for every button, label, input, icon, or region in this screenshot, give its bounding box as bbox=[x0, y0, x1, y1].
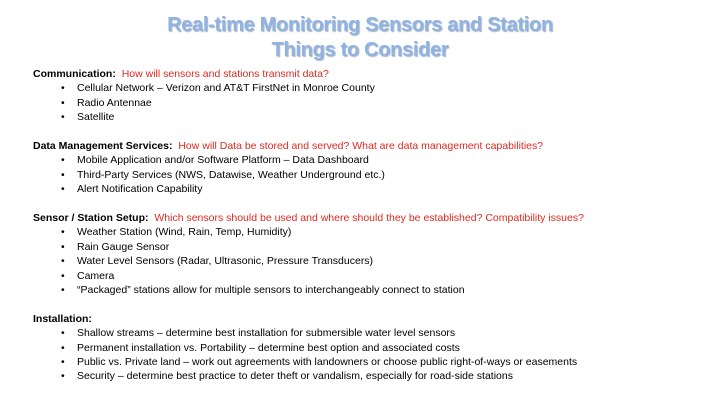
bullet-icon: • bbox=[61, 327, 65, 340]
bullet-icon: • bbox=[61, 240, 65, 253]
section-communication bbox=[33, 67, 713, 125]
bullet-text: Alert Notification Capability bbox=[77, 183, 203, 196]
section-data-management bbox=[33, 139, 713, 197]
section-question: Which sensors should be used and where should they be established? Compatibility issues? bbox=[154, 212, 584, 225]
bullet-item bbox=[33, 269, 713, 283]
bullet-item bbox=[33, 168, 713, 182]
bullet-text: Radio Antennae bbox=[77, 96, 152, 109]
slide-title: Real-time Monitoring Sensors and Station bbox=[167, 14, 553, 36]
section-question: How will Data be stored and served? What are data management capabilities? bbox=[178, 140, 544, 153]
bullet-icon: • bbox=[61, 183, 65, 196]
spacer bbox=[33, 297, 713, 311]
section-label: Sensor / Station Setup: bbox=[33, 212, 149, 225]
bullet-icon: • bbox=[61, 96, 65, 109]
bullet-item bbox=[33, 240, 713, 254]
bullet-item bbox=[33, 355, 713, 369]
bullet-item bbox=[33, 254, 713, 268]
section-heading bbox=[33, 211, 713, 225]
spacer bbox=[33, 125, 713, 139]
section-question: How will sensors and stations transmit data? bbox=[121, 68, 329, 80]
bullet-text: Camera bbox=[77, 269, 115, 282]
bullet-item bbox=[33, 283, 713, 297]
bullet-item bbox=[33, 81, 713, 95]
bullet-item bbox=[33, 96, 713, 110]
section-label: Communication: bbox=[33, 68, 116, 80]
bullet-text: Security – determine best practice to deter theft or vandalism, especially for road-side stations bbox=[77, 370, 513, 383]
section-sensor-setup bbox=[33, 211, 713, 297]
bullet-icon: • bbox=[61, 168, 65, 181]
bullet-icon: • bbox=[61, 284, 65, 297]
bullet-text: Permanent installation vs. Portability – determine best option and associated costs bbox=[77, 341, 460, 354]
section-heading bbox=[33, 67, 713, 81]
slide-body bbox=[33, 67, 713, 384]
bullet-text: Water Level Sensors (Radar, Ultrasonic, Pressure Transducers) bbox=[77, 255, 374, 268]
bullet-text: Weather Station (Wind, Rain, Temp, Humidity) bbox=[77, 226, 292, 239]
bullet-icon: • bbox=[61, 111, 65, 124]
section-label: Data Management Services: bbox=[33, 140, 173, 153]
bullet-icon: • bbox=[61, 226, 65, 239]
section-installation bbox=[33, 312, 713, 384]
bullet-item bbox=[33, 153, 713, 167]
bullet-text: Satellite bbox=[77, 111, 115, 124]
section-heading bbox=[33, 139, 713, 153]
bullet-item bbox=[33, 326, 713, 340]
bullet-item bbox=[33, 182, 713, 196]
bullet-list bbox=[33, 225, 713, 297]
bullet-icon: • bbox=[61, 82, 65, 95]
slide-subtitle: Things to Consider bbox=[271, 39, 449, 61]
bullet-item bbox=[33, 369, 713, 383]
bullet-icon: • bbox=[61, 341, 65, 354]
bullet-icon: • bbox=[61, 269, 65, 282]
bullet-icon: • bbox=[61, 154, 65, 167]
spacer bbox=[33, 197, 713, 211]
bullet-item bbox=[33, 225, 713, 239]
bullet-item bbox=[33, 110, 713, 124]
bullet-text: Shallow streams – determine best installation for submersible water level sensors bbox=[77, 327, 456, 340]
bullet-list bbox=[33, 153, 713, 196]
bullet-text: Cellular Network – Verizon and AT&T FirstNet in Monroe County bbox=[77, 82, 375, 95]
bullet-text: “Packaged” stations allow for multiple sensors to interchangeably connect to station bbox=[77, 284, 465, 297]
bullet-item bbox=[33, 341, 713, 355]
bullet-text: Public vs. Private land – work out agreements with landowners or choose public right-of-ways or easements bbox=[77, 356, 578, 369]
section-heading bbox=[33, 312, 713, 326]
bullet-icon: • bbox=[61, 356, 65, 369]
section-label: Installation: bbox=[33, 312, 92, 325]
bullet-text: Rain Gauge Sensor bbox=[77, 240, 170, 253]
bullet-icon: • bbox=[61, 255, 65, 268]
bullet-icon: • bbox=[61, 370, 65, 383]
bullet-text: Mobile Application and/or Software Platform – Data Dashboard bbox=[77, 154, 369, 167]
bullet-list bbox=[33, 326, 713, 384]
bullet-list bbox=[33, 81, 713, 124]
bullet-text: Third-Party Services (NWS, Datawise, Weather Underground etc.) bbox=[77, 168, 385, 181]
